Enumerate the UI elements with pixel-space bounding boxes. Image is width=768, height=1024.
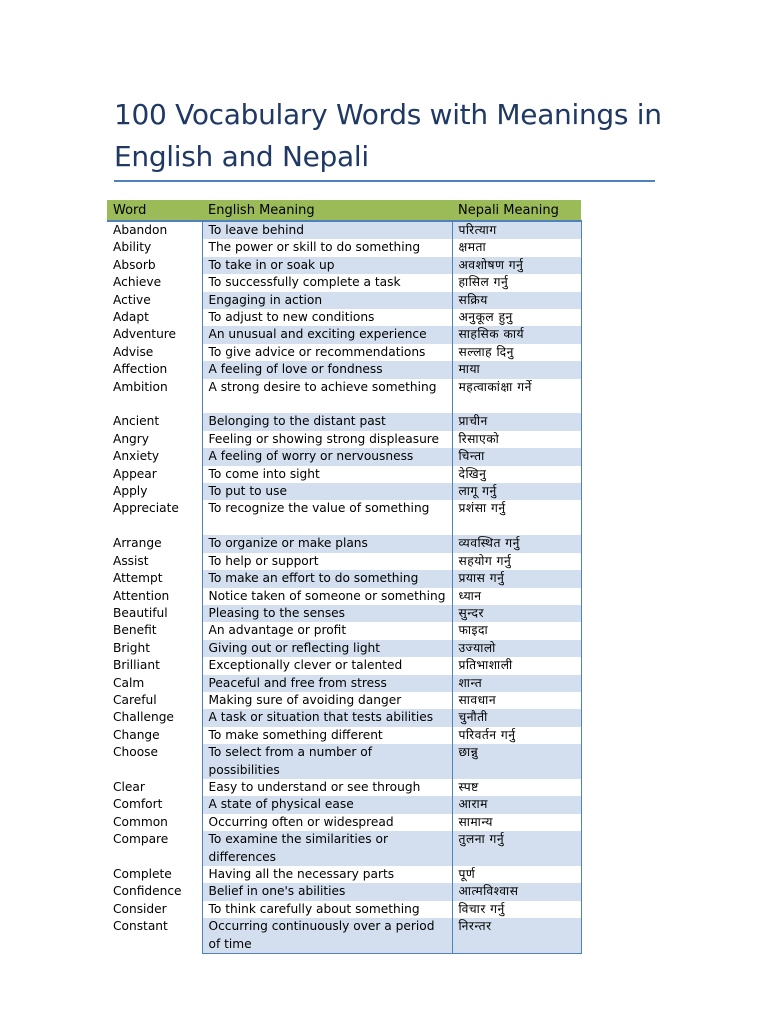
table-row [107,622,581,639]
english-meaning-cell: Peaceful and free from stress [202,675,452,692]
nepali-meaning-cell: प्रशंसा गर्नु [452,500,581,535]
nepali-meaning-cell: परिवर्तन गर्नु [452,727,581,744]
english-meaning-cell: To help or support [202,553,452,570]
word-cell: Consider [107,901,202,918]
word-cell: Attention [107,588,202,605]
table-row [107,640,581,657]
table-row [107,257,581,274]
word-cell: Brilliant [107,657,202,674]
nepali-meaning-cell: सुन्दर [452,605,581,622]
word-cell: Challenge [107,709,202,726]
word-cell: Ancient [107,413,202,430]
english-meaning-cell: Belief in one's abilities [202,883,452,900]
header-word: Word [107,200,202,221]
word-cell: Clear [107,779,202,796]
table-row [107,344,581,361]
table-row [107,361,581,378]
nepali-meaning-cell: सक्रिय [452,292,581,309]
nepali-meaning-cell: सहयोग गर्नु [452,553,581,570]
nepali-meaning-cell: परित्याग [452,221,581,239]
nepali-meaning-cell: पूर्ण [452,866,581,883]
table-row [107,570,581,587]
nepali-meaning-cell: निरन्तर [452,918,581,953]
table-row [107,448,581,465]
english-meaning-cell: To organize or make plans [202,535,452,552]
english-meaning-cell: Easy to understand or see through [202,779,452,796]
english-meaning-cell: To select from a number of possibilities [202,744,452,779]
header-nepali-meaning: Nepali Meaning [452,200,581,221]
word-cell: Comfort [107,796,202,813]
word-cell: Choose [107,744,202,779]
english-meaning-cell: A strong desire to achieve something [202,379,452,414]
table-row [107,709,581,726]
word-cell: Adapt [107,309,202,326]
table-row [107,901,581,918]
nepali-meaning-cell: विचार गर्नु [452,901,581,918]
nepali-meaning-cell: माया [452,361,581,378]
table-row [107,500,581,535]
english-meaning-cell: To recognize the value of something [202,500,452,535]
english-meaning-cell: Making sure of avoiding danger [202,692,452,709]
word-cell: Careful [107,692,202,709]
table-row [107,657,581,674]
english-meaning-cell: Occurring continuously over a period of time [202,918,452,953]
word-cell: Benefit [107,622,202,639]
english-meaning-cell: To make something different [202,727,452,744]
nepali-meaning-cell: व्यवस्थित गर्नु [452,535,581,552]
table-row [107,326,581,343]
table-row [107,779,581,796]
nepali-meaning-cell: साहसिक कार्य [452,326,581,343]
word-cell: Change [107,727,202,744]
nepali-meaning-cell: उज्यालो [452,640,581,657]
table-row [107,431,581,448]
word-cell: Common [107,814,202,831]
table-row [107,553,581,570]
english-meaning-cell: To think carefully about something [202,901,452,918]
table-row [107,274,581,291]
word-cell: Apply [107,483,202,500]
word-cell: Confidence [107,883,202,900]
nepali-meaning-cell: आराम [452,796,581,813]
word-cell: Advise [107,344,202,361]
table-row [107,744,581,779]
table-row [107,239,581,256]
english-meaning-cell: To adjust to new conditions [202,309,452,326]
word-cell: Ability [107,239,202,256]
nepali-meaning-cell: अवशोषण गर्नु [452,257,581,274]
english-meaning-cell: A state of physical ease [202,796,452,813]
word-cell: Complete [107,866,202,883]
word-cell: Affection [107,361,202,378]
table-row [107,466,581,483]
word-cell: Active [107,292,202,309]
nepali-meaning-cell: प्राचीन [452,413,581,430]
word-cell: Appear [107,466,202,483]
english-meaning-cell: To give advice or recommendations [202,344,452,361]
english-meaning-cell: To leave behind [202,221,452,239]
nepali-meaning-cell: सावधान [452,692,581,709]
word-cell: Absorb [107,257,202,274]
nepali-meaning-cell: महत्वाकांक्षा गर्ने [452,379,581,414]
english-meaning-cell: Feeling or showing strong displeasure [202,431,452,448]
document-title: 100 Vocabulary Words with Meanings in English and Nepali [114,98,662,173]
table-row [107,866,581,883]
english-meaning-cell: Notice taken of someone or something [202,588,452,605]
table-row [107,535,581,552]
english-meaning-cell: A feeling of worry or nervousness [202,448,452,465]
table-row [107,413,581,430]
word-cell: Calm [107,675,202,692]
nepali-meaning-cell: छान्नु [452,744,581,779]
english-meaning-cell: To make an effort to do something [202,570,452,587]
table-row [107,727,581,744]
english-meaning-cell: A feeling of love or fondness [202,361,452,378]
word-cell: Abandon [107,221,202,239]
english-meaning-cell: Having all the necessary parts [202,866,452,883]
english-meaning-cell: To take in or soak up [202,257,452,274]
table-row [107,918,581,953]
nepali-meaning-cell: स्पष्ट [452,779,581,796]
word-cell: Arrange [107,535,202,552]
english-meaning-cell: Belonging to the distant past [202,413,452,430]
nepali-meaning-cell: तुलना गर्नु [452,831,581,866]
vocabulary-table [107,200,582,954]
nepali-meaning-cell: ध्यान [452,588,581,605]
english-meaning-cell: A task or situation that tests abilities [202,709,452,726]
nepali-meaning-cell: अनुकूल हुनु [452,309,581,326]
english-meaning-cell: Exceptionally clever or talented [202,657,452,674]
table-row [107,692,581,709]
word-cell: Beautiful [107,605,202,622]
word-cell: Constant [107,918,202,953]
english-meaning-cell: To come into sight [202,466,452,483]
table-row [107,831,581,866]
table-row [107,605,581,622]
nepali-meaning-cell: लागू गर्नु [452,483,581,500]
nepali-meaning-cell: रिसाएको [452,431,581,448]
nepali-meaning-cell: प्रतिभाशाली [452,657,581,674]
word-cell: Angry [107,431,202,448]
nepali-meaning-cell: क्षमता [452,239,581,256]
english-meaning-cell: An advantage or profit [202,622,452,639]
english-meaning-cell: An unusual and exciting experience [202,326,452,343]
word-cell: Bright [107,640,202,657]
table-row [107,221,581,239]
nepali-meaning-cell: चुनौती [452,709,581,726]
table-row [107,588,581,605]
english-meaning-cell: To examine the similarities or differences [202,831,452,866]
table-header-row [107,200,581,221]
word-cell: Achieve [107,274,202,291]
header-english-meaning: English Meaning [202,200,452,221]
english-meaning-cell: Occurring often or widespread [202,814,452,831]
nepali-meaning-cell: सल्लाह दिनु [452,344,581,361]
nepali-meaning-cell: प्रयास गर्नु [452,570,581,587]
word-cell: Appreciate [107,500,202,535]
english-meaning-cell: The power or skill to do something [202,239,452,256]
table-row [107,814,581,831]
word-cell: Ambition [107,379,202,414]
english-meaning-cell: To successfully complete a task [202,274,452,291]
table-row [107,796,581,813]
nepali-meaning-cell: हासिल गर्नु [452,274,581,291]
table-row [107,379,581,414]
table-row [107,483,581,500]
nepali-meaning-cell: देखिनु [452,466,581,483]
table-row [107,309,581,326]
word-cell: Compare [107,831,202,866]
english-meaning-cell: Pleasing to the senses [202,605,452,622]
table-row [107,883,581,900]
nepali-meaning-cell: आत्मविश्वास [452,883,581,900]
nepali-meaning-cell: चिन्ता [452,448,581,465]
title-underline [114,180,655,182]
nepali-meaning-cell: सामान्य [452,814,581,831]
word-cell: Anxiety [107,448,202,465]
table-row [107,675,581,692]
english-meaning-cell: Engaging in action [202,292,452,309]
word-cell: Attempt [107,570,202,587]
english-meaning-cell: To put to use [202,483,452,500]
english-meaning-cell: Giving out or reflecting light [202,640,452,657]
word-cell: Adventure [107,326,202,343]
nepali-meaning-cell: शान्त [452,675,581,692]
table-row [107,292,581,309]
word-cell: Assist [107,553,202,570]
nepali-meaning-cell: फाइदा [452,622,581,639]
table-body [107,221,581,954]
